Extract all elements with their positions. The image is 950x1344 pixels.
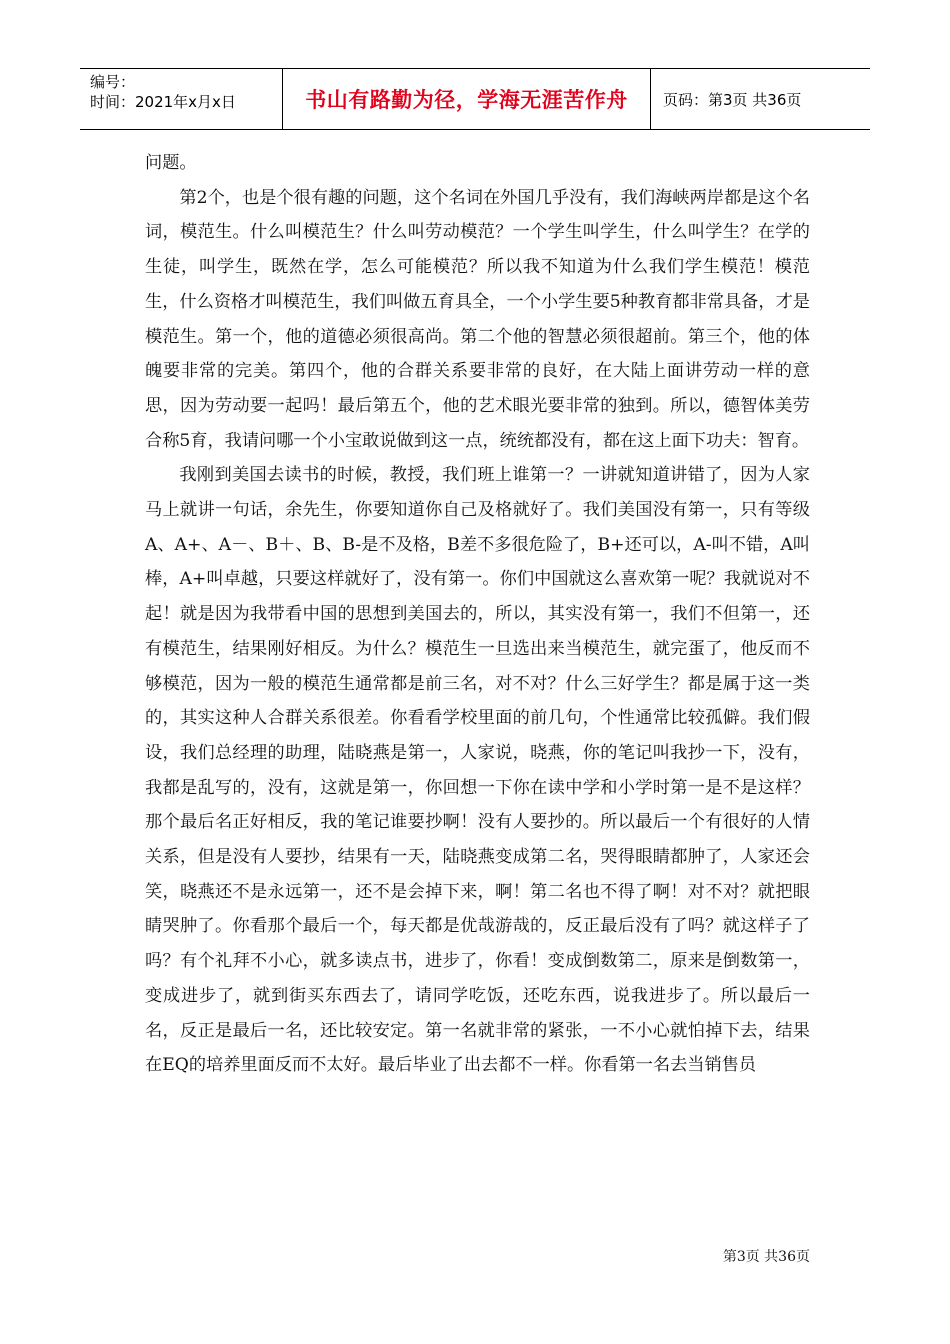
body-text [145,146,810,1083]
date-label: 时间：2021年x月x日 [90,93,236,111]
header-motto: 书山有路勤为径，学海无涯苦作舟 [283,69,651,129]
header-page-info: 页码：第3页 共36页 [663,90,802,109]
page-header [80,68,870,130]
page-footer: 第3页 共36页 [722,1249,810,1265]
paragraph: 我刚到美国去读书的时候，教授，我们班上谁第一？一讲就知道讲错了，因为人家马上就讲一句话，余先生，你要知道你自己及格就好了。我们美国没有第一，只有等级A、A+、A－、B＋、B、B-是不及格，B差不多很危险了，B+还可以，A-叫不错，A叫棒，A+叫卓越，只要这样就好了，没有第一。你们中国就这么喜欢第一呢？我就说对不起！就是因为我带看中国的思想到美国去的，所以，其实没有第一，我们不但第一，还有模范生，结果刚好相反。为什么？模范生一旦选出来当模范生，就完蛋了，他反而不够模范，因为一般的模范生通常都是前三名，对不对？什么三好学生？都是属于这一类的，其实这种人合群关系很差。你看看学校里面的前几句，个性通常比较孤僻。我们假设，我们总经理的助理，陆晓燕是第一，人家说，晓燕，你的笔记叫我抄一下，没有，我都是乱写的，没有，这就是第一，你回想一下你在读中学和小学时第一是不是这样？那个最后名正好相反，我的笔记谁要抄啊！没有人要抄的。所以最后一个有很好的人情关系，但是没有人要抄，结果有一天，陆晓燕变成第二名，哭得眼睛都肿了，人家还会笑，晓燕还不是永远第一，还不是会掉下来，啊！第二名也不得了啊！对不对？就把眼睛哭肿了。你看那个最后一个，每天都是优哉游哉的，反正最后没有了吗？就这样子了吗？有个礼拜不小心，就多读点书，进步了，你看！变成倒数第二，原来是倒数第一，变成进步了，就到街买东西去了，请同学吃饭，还吃东西，说我进步了。所以最后一名，反正是最后一名，还比较安定。第一名就非常的紧张，一不小心就怕掉下去，结果在EQ的培养里面反而不太好。最后毕业了出去都不一样。你看第一名去当销售员 [145,465,810,1076]
paragraph: 问题。 [145,153,197,173]
serial-label: 编号： [90,73,136,91]
paragraph: 第2个，也是个很有趣的问题，这个名词在外国几乎没有，我们海峡两岸都是这个名词，模范生。什么叫模范生？什么叫劳动模范？一个学生叫学生，什么叫学生？在学的生徒，叫学生，既然在学，怎么可能模范？所以我不知道为什么我们学生模范！模范生，什么资格才叫模范生，我们叫做五育具全，一个小学生要5种教育都非常具备，才是模范生。第一个，他的道德必须很高尚。第二个他的智慧必须很超前。第三个，他的体魄要非常的完美。第四个，他的合群关系要非常的良好，在大陆上面讲劳动一样的意思，因为劳动要一起吗！最后第五个，他的艺术眼光要非常的独到。所以，德智体美劳合称5育，我请问哪一个小宝敢说做到这一点，统统都没有，都在这上面下功夫：智育。 [145,187,810,451]
header-meta [80,69,283,129]
